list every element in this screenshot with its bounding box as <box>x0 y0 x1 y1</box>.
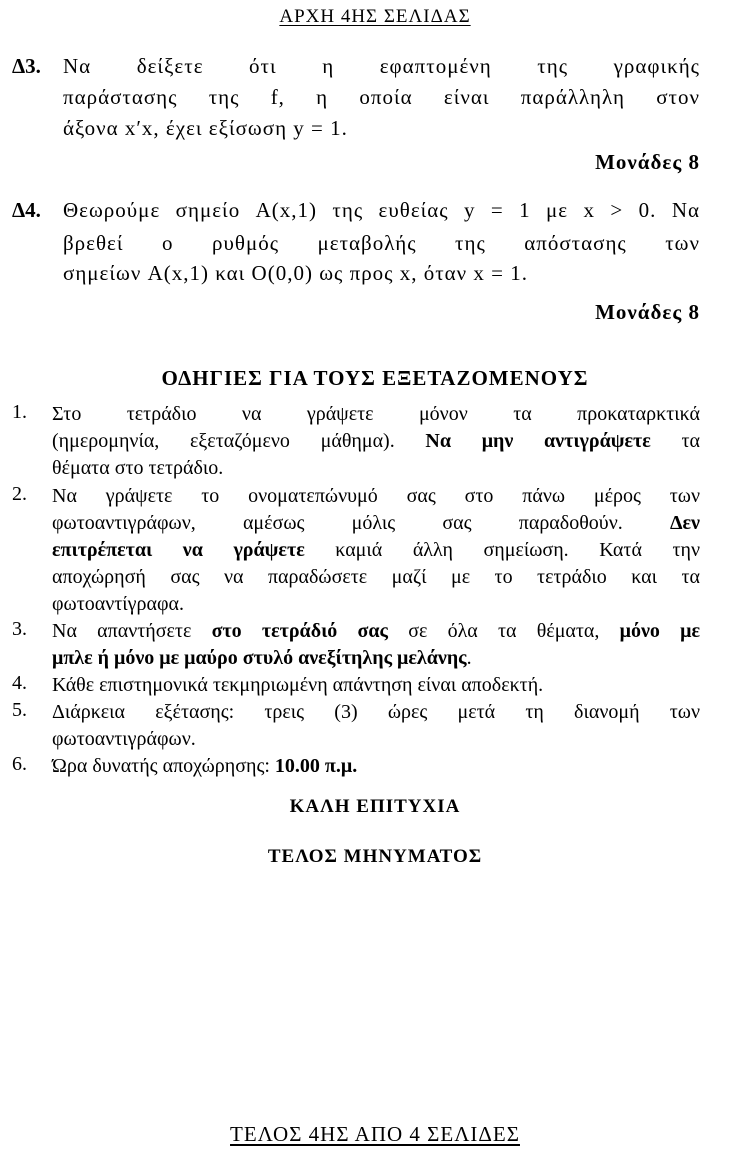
item-number: 4. <box>12 672 27 694</box>
item-line: Στο τετράδιο να γράψετε μόνον τα προκαταρκτικά <box>52 403 700 425</box>
item-line: Κάθε επιστημονικά τεκμηριωμένη απάντηση είναι αποδεκτή. <box>52 674 544 696</box>
question-line: βρεθεί ο ρυθμός μεταβολής της απόστασης των <box>63 231 700 255</box>
item-bold-text: επιτρέπεται να γράψετε <box>52 539 305 561</box>
page-footer <box>0 1122 750 1147</box>
item-line: αποχώρησή σας να παραδώσετε μαζί με το τετράδιο και τα <box>52 566 700 588</box>
item-bold-text: στο τετράδιό σας <box>211 620 388 642</box>
question-line: Θεωρούμε σημείο A(x,1) της ευθείας y = 1 με x > 0. Να <box>63 198 700 222</box>
item-text: φωτοαντιγράφων, αμέσως μόλις σας παραδοθούν. <box>52 512 670 534</box>
item-bold-text: 10.00 π.μ. <box>274 755 358 777</box>
item-line <box>52 537 700 564</box>
closing-end-message: ΤΕΛΟΣ ΜΗΝΥΜΑΤΟΣ <box>267 846 483 867</box>
marks-label: Μονάδες 8 <box>595 300 700 324</box>
instructions-title: ΟΔΗΓΙΕΣ ΓΙΑ ΤΟΥΣ ΕΞΕΤΑΖΟΜΕΝΟΥΣ <box>161 366 589 390</box>
item-line <box>52 428 700 455</box>
question-number: Δ4. <box>12 198 41 222</box>
item-line: Να γράψετε το ονοματεπώνυμό σας στο πάνω μέρος των <box>52 485 700 507</box>
question-number: Δ3. <box>12 54 41 78</box>
page-header-text: ΑΡΧΗ 4ΗΣ ΣΕΛΙΔΑΣ <box>279 6 471 27</box>
item-text: (ημερομηνία, εξεταζόμενο μάθημα). <box>52 430 426 452</box>
item-text: Να απαντήσετε <box>52 620 212 642</box>
question-line: Να δείξετε ότι η εφαπτομένη της γραφικής <box>63 54 700 78</box>
item-text: σε όλα τα θέματα, <box>388 620 620 642</box>
item-line: θέματα στο τετράδιο. <box>52 457 224 479</box>
item-bold-text: Δεν <box>669 512 700 534</box>
closing-good-luck: ΚΑΛΗ ΕΠΙΤΥΧΙΑ <box>289 796 461 817</box>
item-line <box>52 618 700 645</box>
item-bold-text: Να μην αντιγράψετε <box>425 430 651 452</box>
item-text: τα <box>650 430 701 452</box>
item-line <box>52 753 700 780</box>
page-header <box>0 6 750 28</box>
marks-label: Μονάδες 8 <box>595 150 700 174</box>
question-line: σημείων A(x,1) και O(0,0) ως προς x, όταν x = 1. <box>63 261 529 285</box>
item-text: . <box>466 647 472 669</box>
item-text: Ώρα δυνατής αποχώρησης: <box>52 755 275 777</box>
item-number: 5. <box>12 699 27 721</box>
item-bold-text: μπλε ή μόνο με μαύρο στυλό ανεξίτηλης μελάνης <box>52 647 467 669</box>
item-line <box>52 510 700 537</box>
item-bold-text: μόνο με <box>619 620 700 642</box>
item-number: 3. <box>12 618 27 640</box>
item-number: 2. <box>12 483 27 505</box>
item-line <box>52 645 700 672</box>
page-footer-text: ΤΕΛΟΣ 4ΗΣ ΑΠΟ 4 ΣΕΛΙΔΕΣ <box>230 1122 520 1146</box>
item-line: φωτοαντίγραφα. <box>52 593 185 615</box>
item-number: 1. <box>12 401 27 423</box>
item-text: καμιά άλλη σημείωση. Κατά την <box>304 539 701 561</box>
item-line: Διάρκεια εξέτασης: τρεις (3) ώρες μετά τη διανομή των <box>52 701 700 723</box>
item-number: 6. <box>12 753 27 775</box>
item-line: φωτοαντιγράφων. <box>52 728 196 750</box>
question-line: παράστασης της f, η οποία είναι παράλληλη στον <box>63 85 700 109</box>
question-line: άξονα x′x, έχει εξίσωση y = 1. <box>63 116 348 140</box>
